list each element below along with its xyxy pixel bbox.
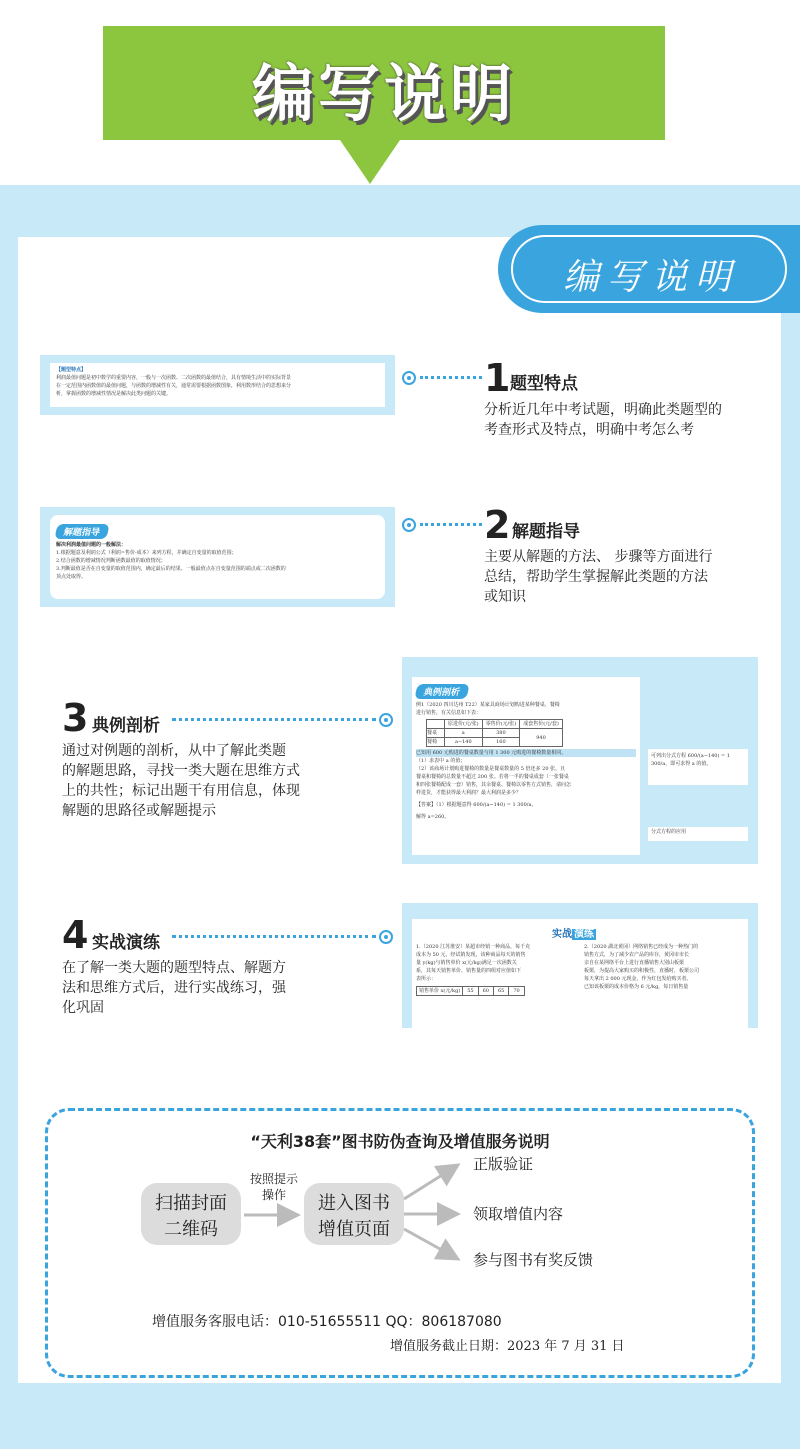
table-cell: 60 [478,987,493,996]
thumbnail-line: 【答案】（1）根据题意得 600/(a−140) = 1 300/a， [416,802,537,808]
practice-line: 已知该板栗的成本价格为 6 元/kg，每日销售量 [584,984,689,990]
option-feedback: 参与图书有奖反馈 [473,1251,594,1269]
section-title-4: 实战演练 [92,933,160,953]
connector-dots [420,376,482,380]
note-text: 分式方程的应用 [651,829,687,835]
practice-line: 销售方式，为了减少农产品的库存，黄冈市市长 [584,952,690,958]
thumbnail-paper [50,363,385,407]
box-line: 二维码 [164,1219,218,1240]
thumbnail-heading: 解决利润最值问题的一般解法： [56,542,127,548]
note-text: 可列出分式方程 600/(a−140) = 1 300/a，即可求得 a 的值。 [651,753,730,767]
thumbnail-paper [50,515,385,599]
practice-line: 板栗，为提高大家购买的积极性，直播时，板栗公司 [584,968,700,974]
thumbnail-note [648,749,748,785]
desc-line: 总结，帮助学生掌握解此类题的方法 [484,569,708,585]
practice-line: 量 y(kg)与销售单价 x(元/kg)满足一次函数关 [416,960,517,966]
section-header-pill [498,225,800,313]
thumbnail-line: 进行销售，有关信息如下表： [416,710,482,716]
option-verify: 正版验证 [473,1155,534,1173]
desc-line: 分析近几年中考试题，明确此类题型的 [484,402,722,418]
practice-title [552,925,596,940]
thumbnail-line: 解得 a=260。 [416,814,450,820]
section-title-3: 典例剖析 [92,716,160,736]
thumbnail-line: 3.判断最值是否在自变量的取值范围内，确定最后的结果。一般最值点在自变量范围的端点或二次函数的 [56,566,286,572]
thumbnail-table [426,719,563,747]
thumbnail-line: 例1（2020 四川达州 T22）某家具商场计划购进某种餐桌、餐椅 [416,702,560,708]
pill-border [511,235,787,303]
section-desc-1 [484,400,774,440]
pill-title: 编写说明 [562,257,739,298]
practice-line: 亲自在某网络平台上进行直播销售大别山板栗 [584,960,685,966]
hint-line: 操作 [261,1188,286,1202]
thumbnail-line: （2）该商场计划购进餐椅的数量是餐桌数量的 5 倍还多 20 张，且 [416,766,566,772]
table-cell: a−140 [445,738,483,747]
practice-title-a: 实战 [552,929,572,940]
section-desc-2 [484,547,774,607]
service-title: “天利38套”图书防伪查询及增值服务说明 [250,1132,550,1151]
enter-book-page-box [304,1183,404,1245]
option-get-content: 领取增值内容 [473,1205,564,1223]
connector-3 [172,713,394,727]
practice-line: 2.（2020 湖北黄冈）网络销售已经成为一种热门的 [584,944,699,950]
thumbnail-line: （1）求表中 a 的值； [416,758,466,764]
connector-dots [172,718,376,722]
connector-dots [172,935,376,939]
table-cell: 65 [493,987,508,996]
connector-dots [420,523,482,527]
thumbnail-paper [412,919,748,1028]
table-cell: 55 [463,987,478,996]
practice-line: 成本为 50 元，经试销发现，该种商品每天的销售 [416,952,526,958]
section-number-4: 4 [62,913,89,957]
table-cell: 餐椅 [427,738,445,747]
service-phone: 增值服务客服电话：010-51655511 QQ：806187080 [152,1314,502,1330]
table-header: 成套售价(元/套) [520,720,563,729]
practice-line: 表所示： [416,976,437,982]
practice-left-column [416,943,576,996]
table-cell: a [445,729,483,738]
desc-line: 的解题思路，寻找一类大题在思维方式 [62,763,300,779]
practice-title-b: 演练 [574,929,594,940]
hint-line: 按照提示 [249,1172,298,1186]
section-desc-3 [62,741,362,821]
service-info-box [45,1108,755,1378]
desc-line: 通过对例题的剖析，从中了解此类题 [62,743,286,759]
desc-line: 法和思维方式后，进行实战练习，强 [62,980,286,996]
thumbnail-line: 1.根据题意及利润公式（利润=售价-成本）来列方程，并确定自变量的取值范围； [56,550,237,556]
desc-line: 在了解一类大题的题型特点、解题方 [62,960,286,976]
table-cell: 940 [520,729,563,747]
practice-line: 每天拿出 2 000 元现金，作为红包发给购买者。 [584,976,692,982]
section-title-1: 题型特点 [510,374,578,394]
thumbnail-label: 典例剖析 [414,684,469,699]
thumbnail-line: 餐桌和餐椅的总数量不超过 200 张。若将一半的餐桌成套（一张餐桌 [416,774,569,780]
connector-1 [402,371,484,385]
section-number-1: 1 [484,356,511,400]
thumbnail-highlight: 已知用 600 元购进的餐桌数量与用 1 300 元购进的餐椅数量相同。 [416,749,636,757]
thumbnail-line: 2.结合函数的增减情况判断函数最值的取值情况； [56,558,166,564]
desc-line: 化巩固 [62,1000,104,1016]
practice-line: 系，其每天销售单价、销售量的四组对应值如下 [416,968,522,974]
thumbnail-example-analysis [402,657,758,864]
practice-line: 1.（2020 江苏淮安）某超市经销一种商品，每千克 [416,944,531,950]
section-number-2: 2 [484,503,511,547]
section-number-3: 3 [62,696,89,740]
thumbnail-line: 在一定范围内函数值的最值问题，与函数的增减性有关，通常需要根据函数图象，利用数形结合的思想来分 [56,383,292,389]
connector-4 [172,930,394,944]
practice-right-column [584,943,744,991]
table-header: 原进价(元/张) [445,720,483,729]
connector-2 [402,518,484,532]
table-cell: 380 [482,729,520,738]
banner-arrow-icon [340,140,400,184]
connector-circle-icon [379,713,393,727]
table-header: 销售单价 x(元/kg) [417,987,463,996]
service-deadline: 增值服务截止日期：2023 年 7 月 31 日 [390,1339,625,1354]
thumbnail-question-type [40,355,395,415]
connector-circle-icon [402,371,416,385]
thumbnail-note [648,827,748,841]
box-line: 增值页面 [318,1219,390,1240]
connector-circle-icon [402,518,416,532]
desc-line: 主要从解题的方法、 步骤等方面进行 [484,549,713,565]
banner-title: 编写说明 [251,57,516,130]
table-cell: 160 [482,738,520,747]
thumbnail-line: 顶点处取得。 [56,574,87,580]
section-desc-4 [62,958,362,1018]
thumbnail-solution-guide [40,507,395,607]
thumbnail-label: 解题指导 [54,524,109,539]
thumbnail-line: 利润最值问题是初中数学的重要内容，一般与一次函数、二次函数的最值结合，具有情境生活中的实际背景 [56,375,292,381]
desc-line: 解题的思路径或解题提示 [62,803,216,819]
thumbnail-line: 析，掌握函数的增减性情况是解决此类问题的关键。 [56,391,172,397]
table-header: 零售价(元/张) [482,720,520,729]
desc-line: 考查形式及特点，明确中考怎么考 [484,422,694,438]
desc-line: 或知识 [484,589,526,605]
arrow-down-right-icon [404,1229,458,1259]
title-banner [103,26,665,140]
thumbnail-line: 样进货，才能获得最大利润？最大利润是多少？ [416,790,522,796]
practice-table [416,986,525,996]
desc-line: 上的共性；标记出题干有用信息，体现 [62,783,300,799]
table-cell: 70 [509,987,524,996]
table-cell: 餐桌 [427,729,445,738]
table-header [427,720,445,729]
thumbnail-label: 【题型特点】 [56,367,87,373]
thumbnail-practice [402,903,758,1028]
box-line: 扫描封面 [155,1193,227,1214]
arrow-up-right-icon [404,1165,458,1199]
thumbnail-paper [412,677,640,855]
thumbnail-line: 和四张餐椅配成一套）销售，其余餐桌、餐椅以零售方式销售，请问怎 [416,782,572,788]
box-line: 进入图书 [318,1193,390,1214]
section-title-2: 解题指导 [512,522,580,542]
connector-circle-icon [379,930,393,944]
